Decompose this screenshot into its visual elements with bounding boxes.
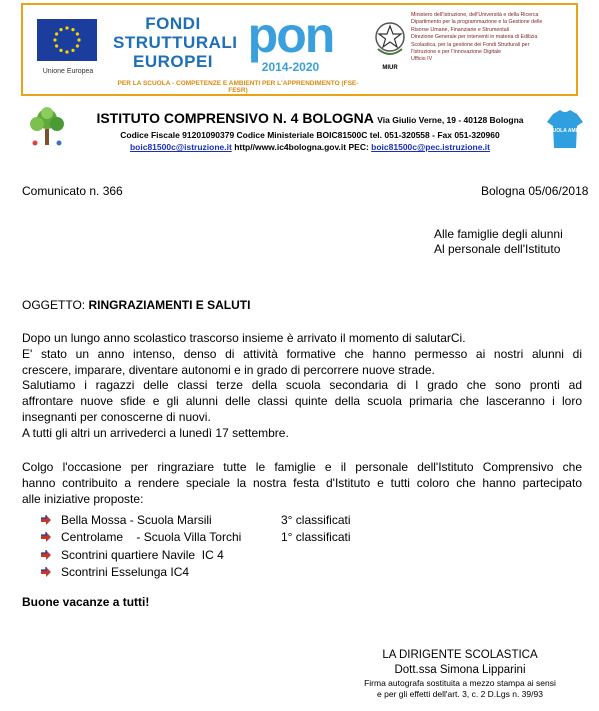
closing-greeting: Buone vacanze a tutti! — [22, 595, 150, 609]
ministry-text: Ministero dell'Istruzione, dell'Università e della Ricerca Dipartimento per la programmazione e la Gestione delle Risorse Umane, Finanziarie e Strumentali Direzione Generale per interventi in materia di Edilizia Scolastica, per la gestione dei Fondi Strutturali per l'Istruzione e per l'Innovazione Digitale Ufficio IV — [411, 12, 543, 63]
list-item: Scontrini quartiere Navile IC 4 — [40, 546, 351, 564]
signature-note-2: e per gli effetti dell'art. 3, c. 2 D.Lgs n. 39/93 — [377, 688, 543, 699]
italian-republic-emblem-icon — [373, 19, 407, 61]
school-title: ISTITUTO COMPRENSIVO N. 4 BOLOGNA Via Giulio Verne, 19 - 40128 Bologna — [96, 110, 524, 126]
subject-label: OGGETTO: — [22, 298, 89, 312]
place-date: Bologna 05/06/2018 — [481, 184, 589, 198]
fondi-strutturali-logo: FONDI STRUTTURALI EUROPEI — [113, 14, 238, 71]
school-email-link[interactable]: boic81500c@istruzione.it — [129, 142, 232, 152]
eu-flag-icon — [37, 19, 97, 61]
school-address: Via Giulio Verne, 19 - 40128 Bologna — [377, 115, 524, 125]
recipient-families: Alle famiglie degli alunni — [434, 227, 563, 241]
pon-logo: pon — [247, 7, 334, 63]
list-item: Scontrini Esselunga IC4 — [40, 564, 351, 582]
scuola-amica-shirt-icon — [545, 108, 585, 150]
pon-tagline: PER LA SCUOLA - COMPETENZE E AMBIENTI PER L'APPRENDIMENTO (FSE-FESR) — [117, 80, 359, 94]
recipient-staff: Al personale dell'Istituto — [434, 242, 561, 256]
subject-text: RINGRAZIAMENTI E SALUTI — [88, 298, 251, 312]
school-codes: Codice Fiscale 91201090379 Codice Ministeriale BOIC81500C tel. 051-320558 - Fax 051-320960 — [120, 130, 500, 140]
paragraph-thanks: Colgo l'occasione per ringraziare tutte le famiglie e il personale dell'Istituto Comprensivo che hanno contribuito a rendere speciale la nostra festa d'Istituto e tutti coloro che hanno partecipato alle iniziative proposte: — [22, 460, 582, 506]
list-item: Centrolame - Scuola Villa Torchi 1° classificati — [40, 529, 351, 547]
school-header — [80, 110, 540, 153]
school-website[interactable]: http//www.ic4bologna.gov.it — [234, 142, 347, 152]
arrow-bullet-icon — [40, 549, 52, 561]
school-pec-link[interactable]: boic81500c@pec.istruzione.it — [371, 142, 491, 152]
arrow-bullet-icon — [40, 514, 52, 526]
communique-number: Comunicato n. 366 — [22, 184, 123, 198]
signature-title: LA DIRIGENTE SCOLASTICA — [382, 649, 538, 661]
signature-note-1: Firma autografa sostituita a mezzo stampa ai sensi — [364, 678, 556, 688]
signature-name: Dott.ssa Simona Lipparini — [394, 664, 526, 676]
school-tree-logo-icon — [26, 105, 68, 149]
miur-label: MIUR — [382, 65, 398, 71]
eu-label: Unione Europea — [42, 68, 94, 75]
signature-block — [340, 648, 580, 699]
list-item: Bella Mossa - Scuola Marsili 3° classificati — [40, 511, 351, 529]
shirt-text: SCUOLA AMICA — [545, 128, 585, 134]
school-contacts — [80, 141, 540, 153]
pon-banner — [21, 3, 578, 96]
initiatives-list — [40, 511, 351, 581]
arrow-bullet-icon — [40, 566, 52, 578]
subject-line — [22, 298, 250, 314]
paragraph-greeting: Dopo un lungo anno scolastico trascorso insieme è arrivato il momento di salutarCi. E' stato un anno intenso, denso di attività formative che hanno permesso ai nostri alunni di crescere, imparare, diventare autonomi e in grado di percorrere nuove strade. Salutiamo i ragazzi delle classi terze della scuola secondaria di I grado che sono pronti ad affrontare nuove sfide e gli alunni delle classi quinte della scuola primaria che lasceranno i loro insegnanti per conoscerne di nuovi. A tutti gli altri un arrivederci a lunedì 17 settembre. — [22, 331, 582, 440]
pec-label: PEC: — [348, 142, 369, 152]
pon-years: 2014-2020 — [261, 60, 320, 74]
arrow-bullet-icon — [40, 531, 52, 543]
